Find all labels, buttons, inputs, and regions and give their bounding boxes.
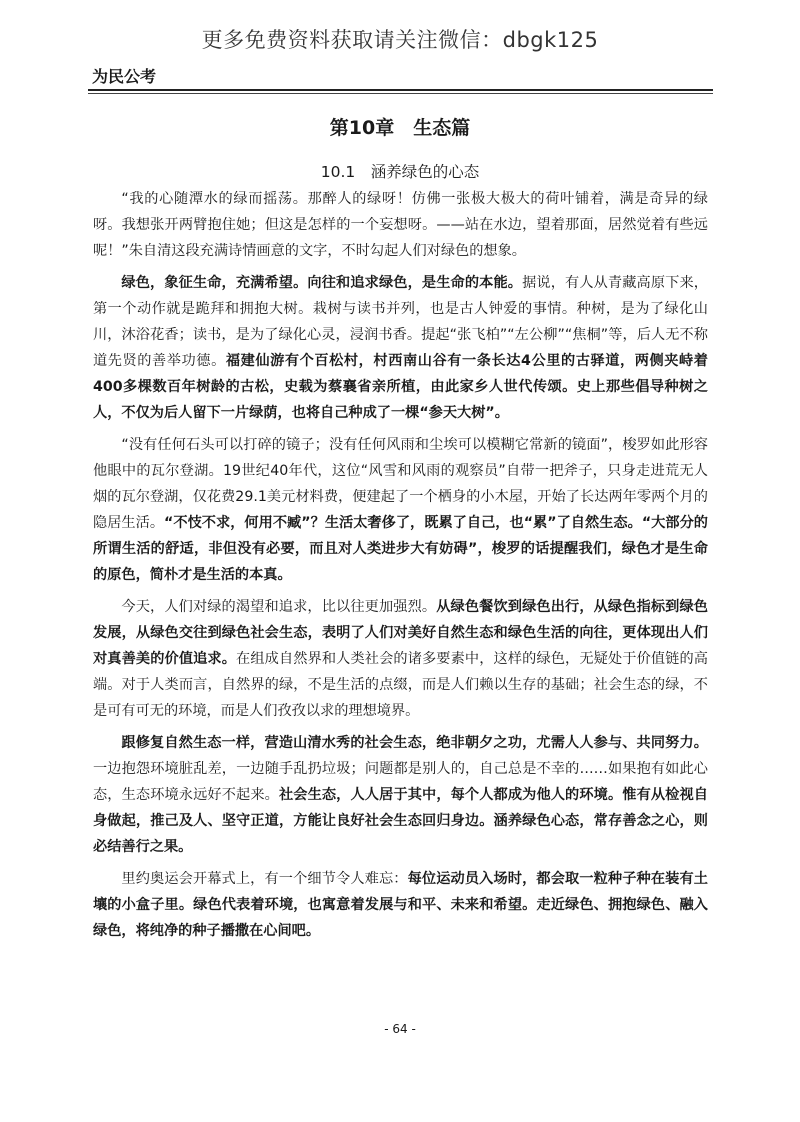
section-title: 10.1 涵养绿色的心态: [320, 163, 480, 181]
chapter-title: 第10章 生态篇: [329, 117, 471, 139]
paragraph-3-segment-2: “不忮不求，何用不臧”？: [164, 515, 325, 531]
body-text: [93, 186, 708, 950]
paragraph-3-segment-1: “没有任何石头可以打碎的镜子；没有任何风雨和尘埃可以模糊它常新的镜面”，梭罗如此形容他眼中的瓦尔登湖。19世纪40年代，这位“风雪和风雨的观察员”自带一把斧子，只身走进荒无人烟的瓦尔登湖，仅花费29.1美元材料费，便建起了一个栖身的小木屋，开始了长达两年零两个月的隐居生活。: [93, 437, 708, 531]
paragraph-2-segment-1: 绿色，象征生命，充满希望。向往和追求绿色，是生命的本能。: [121, 275, 523, 291]
watermark-banner: 更多免费资料获取请关注微信：dbgk125: [201, 28, 599, 52]
paragraph-6: [93, 866, 708, 944]
paragraph-4: [93, 594, 708, 724]
paragraph-2: [93, 270, 708, 426]
paragraph-2-segment-2: 据说，有人从青藏高原下来，第一个动作就是跪拜和拥抱大树。栽树与读书并列，也是古人钟爱的事情。种树，是为了绿化山川，沐浴花香；读书，是为了绿化心灵，浸润书香。提起“张飞柏”“左公柳”“焦桐”等，后人无不称道先贤的善举功德。: [93, 275, 708, 369]
paragraph-1-segment-1: “我的心随潭水的绿而摇荡。那醉人的绿呀！仿佛一张极大极大的荷叶铺着，满是奇异的绿呀。我想张开两臂抱住她；但这是怎样的一个妄想呀。——站在水边，望着那面，居然觉着有些远呢！”朱自清这段充满诗情画意的文字，不时勾起人们对绿色的想象。: [93, 191, 708, 259]
paragraph-3: [93, 432, 708, 588]
paragraph-4-segment-1: 今天，人们对绿的渴望和追求，比以往更加强烈。: [121, 599, 437, 615]
paragraph-5-segment-2: 一边抱怨环境脏乱差，一边随手乱扔垃圾；问题都是别人的，自己总是不幸的……如果抱有如此心态，生态环境永远好不起来。: [93, 761, 708, 803]
page-number: - 64 -: [384, 1022, 416, 1036]
paragraph-6-segment-2: 每位运动员入场时，都会取一粒种子种在装有土壤的小盒子里。绿色代表着环境，也寓意着发展与和平、未来和希望。走近绿色、拥抱绿色、融入绿色，将纯净的种子播撒在心间吧。: [93, 871, 708, 939]
paragraph-1: [93, 186, 708, 264]
paragraph-4-segment-2: 从绿色餐饮到绿色出行，从绿色指标到绿色发展，从绿色交往到绿色社会生态，表明了人们对美好自然生态和绿色生活的向往，更体现出人们对真善美的价值追求。: [93, 599, 708, 667]
header-label: 为民公考: [92, 67, 157, 86]
paragraph-5-segment-1: 跟修复自然生态一样，营造山清水秀的社会生态，绝非朝夕之功，尤需人人参与、共同努力。: [121, 735, 708, 751]
paragraph-6-segment-1: 里约奥运会开幕式上，有一个细节令人难忘：: [121, 871, 408, 887]
paragraph-5-segment-3: 社会生态，人人居于其中，每个人都成为他人的环境。惟有从检视自身做起，推己及人、坚守正道，方能让良好社会生态回归身边。涵养绿色心态，常存善念之心，则必结善行之果。: [93, 787, 708, 855]
paragraph-5: [93, 730, 708, 860]
header-rule-thin: [88, 93, 713, 94]
paragraph-4-segment-3: 在组成自然界和人类社会的诸多要素中，这样的绿色，无疑处于价值链的高端。对于人类而言，自然界的绿，不是生活的点缀，而是人们赖以生存的基础；社会生态的绿，不是可有可无的环境，而是人们孜孜以求的理想境界。: [93, 651, 708, 719]
paragraph-3-segment-3: 生活太奢侈了，既累了自己，也“累”了自然生态。“大部分的所谓生活的舒适，非但没有必要，而且对人类进步大有妨碍”，梭罗的话提醒我们，绿色才是生命的原色，简朴才是生活的本真。: [93, 515, 708, 583]
paragraph-2-segment-3: 福建仙游有个百松村，村西南山谷有一条长达4公里的古驿道，两侧夹峙着400多棵数百年树龄的古松，史载为蔡襄省亲所植，由此家乡人世代传颂。史上那些倡导种树之人，不仅为后人留下一片绿荫，也将自己种成了一棵“参天大树”。: [93, 353, 708, 421]
header-rule: [88, 89, 713, 91]
